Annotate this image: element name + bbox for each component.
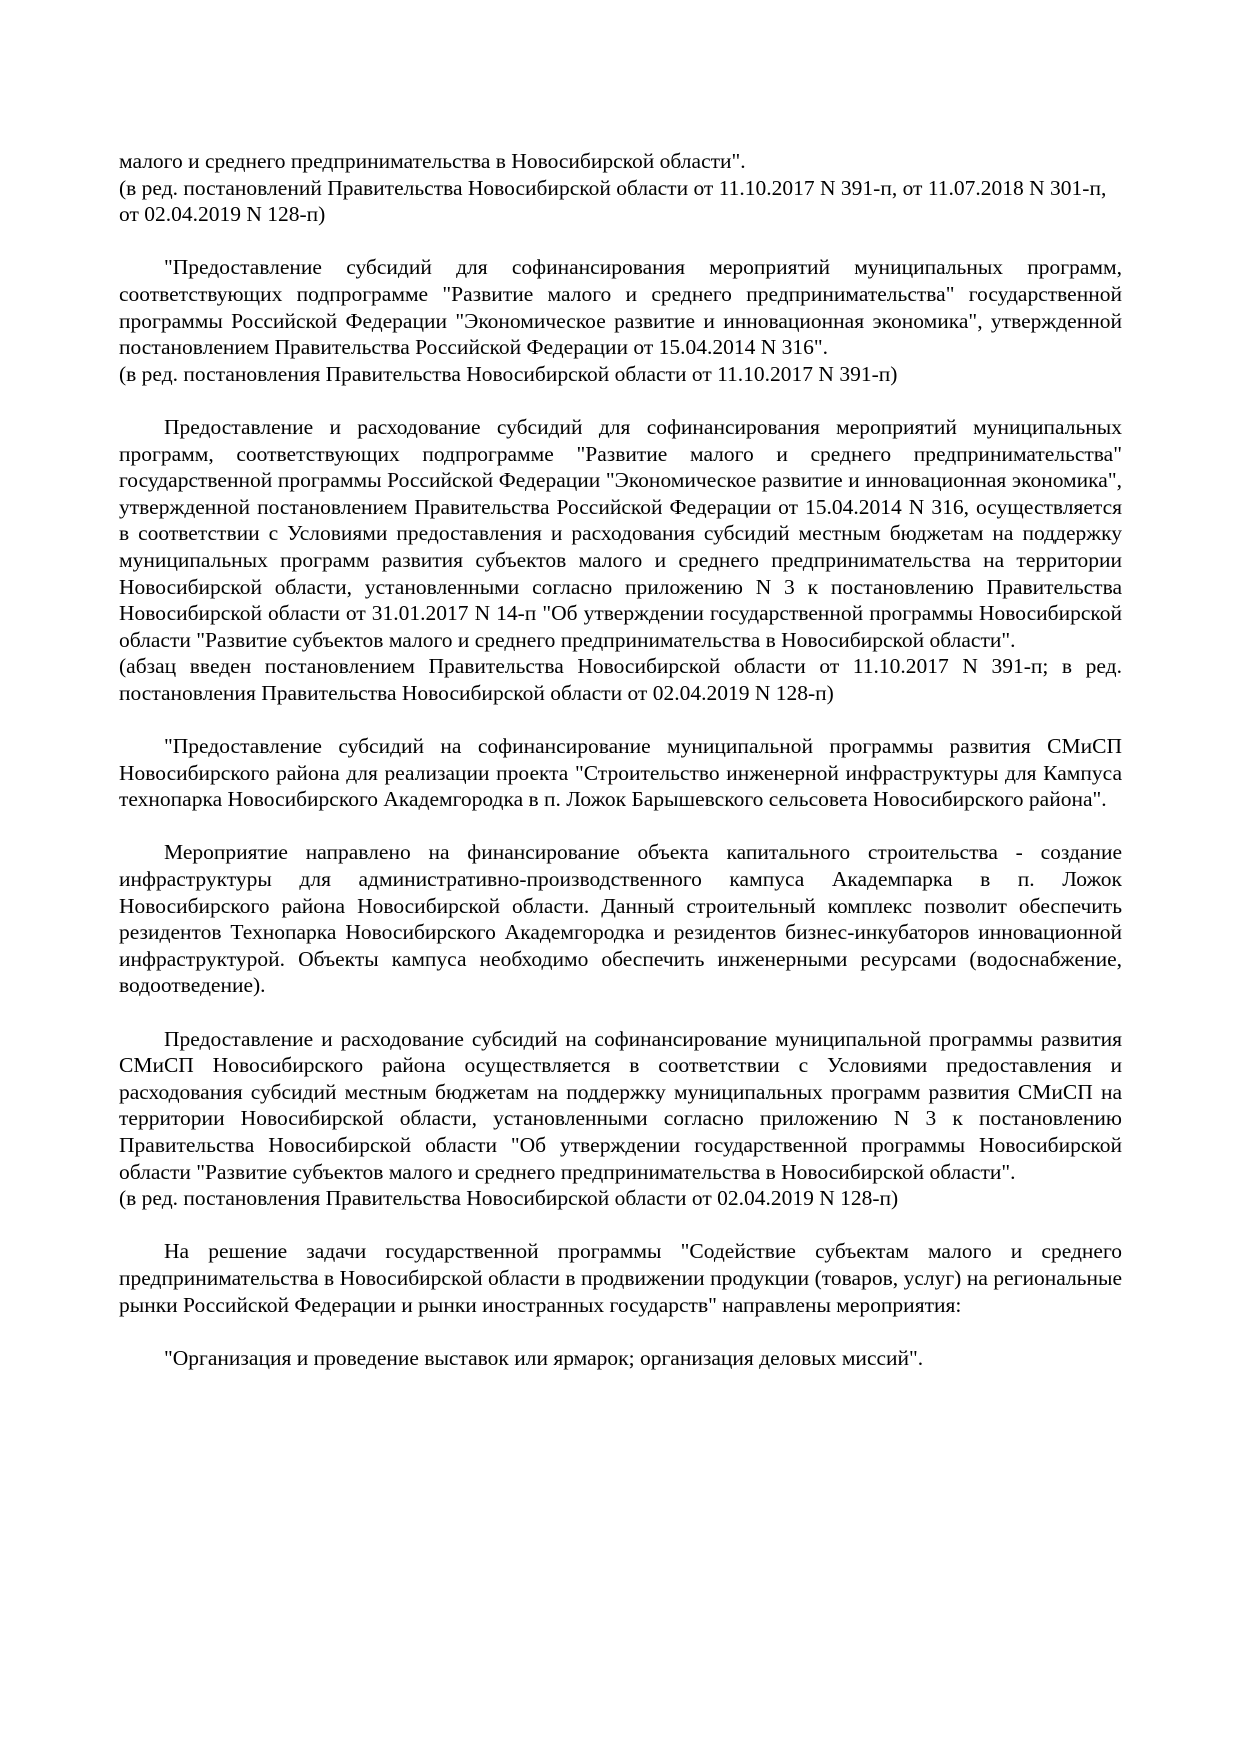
paragraph-gap <box>119 813 1122 840</box>
paragraph-gap <box>119 1212 1122 1239</box>
paragraph-gap <box>119 706 1122 733</box>
paragraph-gap <box>119 387 1122 414</box>
amendment-note: (в ред. постановления Правительства Новосибирской области от 11.10.2017 N 391-п) <box>119 361 898 386</box>
paragraph-measure-title: "Предоставление субсидий на софинансирование муниципальной программы развития СМиСП Новосибирского района для реализации проекта "Строительство инженерной инфраструктуры для Кампуса технопарка Новосибирского Академгородка в п. Ложок Барышевского сельсовета Новосибирского района". <box>119 734 1122 812</box>
amendment-note: (в ред. постановлений Правительства Новосибирской области от 11.10.2017 N 391-п, от 11.07.2018 N 301-п, от 02.04.2019 N 128-п) <box>119 175 1107 227</box>
paragraph-body: На решение задачи государственной программы "Содействие субъектам малого и среднего предпринимательства в Новосибирской области в продвижении продукции (товаров, услуг) на региональные рынки Российской Федерации и рынки иностранных государств" направлены мероприятия: <box>119 1239 1122 1317</box>
paragraph-gap <box>119 228 1122 255</box>
paragraph-body: Предоставление и расходование субсидий на софинансирование муниципальной программы развития СМиСП Новосибирского района осуществляется в соответствии с Условиями предоставления и расходования субсидий местным бюджетам на поддержку муниципальных программ развития СМиСП на территории Новосибирской области, установленными согласно приложению N 3 к постановлению Правительства Новосибирской области "Об утверждении государственной программы Новосибирской области "Развитие субъектов малого и среднего предпринимательства в Новосибирской области". <box>119 1026 1122 1184</box>
paragraph-measure-title: "Предоставление субсидий для софинансирования мероприятий муниципальных программ, соответствующих подпрограмме "Развитие малого и среднего предпринимательства" государственной программы Российской Федерации "Экономическое развитие и инновационная экономика", утвержденной постановлением Правительства Российской Федерации от 15.04.2014 N 316". <box>119 255 1122 360</box>
paragraph-gap <box>119 1318 1122 1345</box>
document-page <box>119 148 1122 1371</box>
paragraph-gap <box>119 999 1122 1026</box>
paragraph-measure-title: "Организация и проведение выставок или ярмарок; организация деловых миссий". <box>164 1345 924 1370</box>
paragraph-body: Мероприятие направлено на финансирование объекта капитального строительства - создание инфраструктуры для административно-производственного кампуса Академпарка в п. Ложок Новосибирского района Новосибирской области. Данный строительный комплекс позволит обеспечить резидентов Технопарка Новосибирского Академгородка и резидентов бизнес-инкубаторов инновационной инфраструктурой. Объекты кампуса необходимо обеспечить инженерными ресурсами (водоснабжение, водоотведение). <box>119 840 1122 998</box>
amendment-note: (абзац введен постановлением Правительства Новосибирской области от 11.10.2017 N 391-п; в ред. постановления Правительства Новосибирской области от 02.04.2019 N 128-п) <box>119 654 1122 705</box>
paragraph-body: Предоставление и расходование субсидий для софинансирования мероприятий муниципальных программ, соответствующих подпрограмме "Развитие малого и среднего предпринимательства" государственной программы Российской Федерации "Экономическое развитие и инновационная экономика", утвержденной постановлением Правительства Российской Федерации от 15.04.2014 N 316, осуществляется в соответствии с Условиями предоставления и расходования субсидий местным бюджетам на поддержку муниципальных программ развития субъектов малого и среднего предпринимательства на территории Новосибирской области, установленными согласно приложению N 3 к постановлению Правительства Новосибирской области от 31.01.2017 N 14-п "Об утверждении государственной программы Новосибирской области "Развитие субъектов малого и среднего предпринимательства в Новосибирской области". <box>119 414 1122 652</box>
paragraph-continuation: малого и среднего предпринимательства в Новосибирской области". <box>119 149 746 173</box>
amendment-note: (в ред. постановления Правительства Новосибирской области от 02.04.2019 N 128-п) <box>119 1186 899 1211</box>
